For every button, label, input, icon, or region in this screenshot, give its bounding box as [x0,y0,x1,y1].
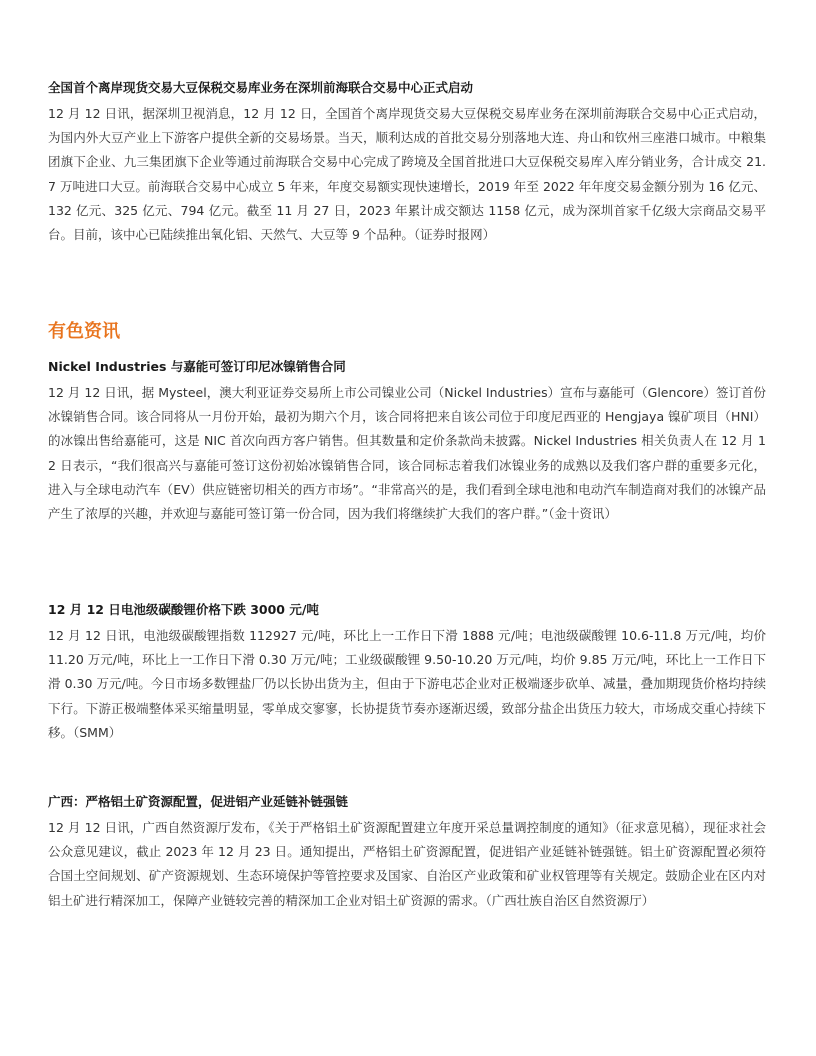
article-title: Nickel Industries 与嘉能可签订印尼冰镍销售合同 [48,359,346,374]
article-body: 12 月 12 日讯，据深圳卫视消息，12 月 12 日，全国首个离岸现货交易大豆保税交易库业务在深圳前海联合交易中心正式启动，为国内外大豆产业上下游客户提供全新的交易场景。当天，顺利达成的首批交易分别落地大连、舟山和钦州三座港口城市。中粮集团旗下企业、九三集团旗下企业等通过前海联合交易中心完成了跨境及全国首批进口大豆保税交易库入库分销业务，合计成交 21.7 万吨进口大豆。前海联合交易中心成立 5 年来，年度交易额实现快速增长，2019 年至 2022 年年度交易金额分别为 16 亿元、132 亿元、325 亿元、794 亿元。截至 11 月 27 日，2023 年累计成交额达 1158 亿元，成为深圳首家千亿级大宗商品交易平台。目前，该中心已陆续推出氧化铝、天然气、大豆等 9 个品种。（证券时报网） [48,106,766,243]
article-body: 12 月 12 日讯，广西自然资源厅发布，《关于严格铝土矿资源配置建立年度开采总量调控制度的通知》（征求意见稿），现征求社会公众意见建议，截止 2023 年 12 月 23 日。通知提出，严格铝土矿资源配置，促进铝产业延链补链强链。铝土矿资源配置必须符合国土空间规划、矿产资源规划、生态环境保护等管控要求及国家、自治区产业政策和矿业权管理等有关规定。鼓励企业在区内对铝土矿进行精深加工，保障产业链较完善的精深加工企业对铝土矿资源的需求。（广西壮族自治区自然资源厅） [48,820,766,908]
article-guangxi-bauxite [48,792,766,913]
section-heading-nonferrous-news: 有色资讯 [48,321,120,342]
article-title: 12 月 12 日电池级碳酸锂价格下跌 3000 元/吨 [48,602,319,617]
article-lithium-carbonate-price [48,600,766,745]
article-soybean-bonded-exchange [48,78,766,247]
article-title: 全国首个离岸现货交易大豆保税交易库业务在深圳前海联合交易中心正式启动 [48,80,474,95]
article-body: 12 月 12 日讯，据 Mysteel，澳大利亚证券交易所上市公司镍业公司（Nickel Industries）宣布与嘉能可（Glencore）签订首份冰镍销售合同。该合同将从一月份开始，最初为期六个月，该合同将把来自该公司位于印度尼西亚的 Hengjaya 镍矿项目（HNI）的冰镍出售给嘉能可，这是 NIC 首次向西方客户销售。但其数量和定价条款尚未披露。Nickel Industries 相关负责人在 12 月 12 日表示，“我们很高兴与嘉能可签订这份初始冰镍销售合同，该合同标志着我们冰镍业务的成熟以及我们客户群的重要多元化，进入与全球电动汽车（EV）供应链密切相关的西方市场”。“非常高兴的是，我们看到全球电池和电动汽车制造商对我们的冰镍产品产生了浓厚的兴趣，并欢迎与嘉能可签订第一份合同，因为我们将继续扩大我们的客户群。”（金十资讯） [48,385,766,522]
article-body: 12 月 12 日讯，电池级碳酸锂指数 112927 元/吨，环比上一工作日下滑 1888 元/吨；电池级碳酸锂 10.6-11.8 万元/吨，均价 11.20 万元/吨，环比上一工作日下滑 0.30 万元/吨；工业级碳酸锂 9.50-10.20 万元/吨，均价 9.85 万元/吨，环比上一工作日下滑 0.30 万元/吨。今日市场多数锂盐厂仍以长协出货为主，但由于下游电芯企业对正极端逐步砍单、减量，叠加期现货价格均持续下行。下游正极端整体采买缩量明显，零单成交寥寥，长协提货节奏亦逐渐迟缓，致部分盐企出货压力较大，市场成交重心持续下移。（SMM） [48,628,766,740]
article-title: 广西：严格铝土矿资源配置，促进铝产业延链补链强链 [48,794,349,809]
article-nickel-industries-glencore [48,357,766,526]
